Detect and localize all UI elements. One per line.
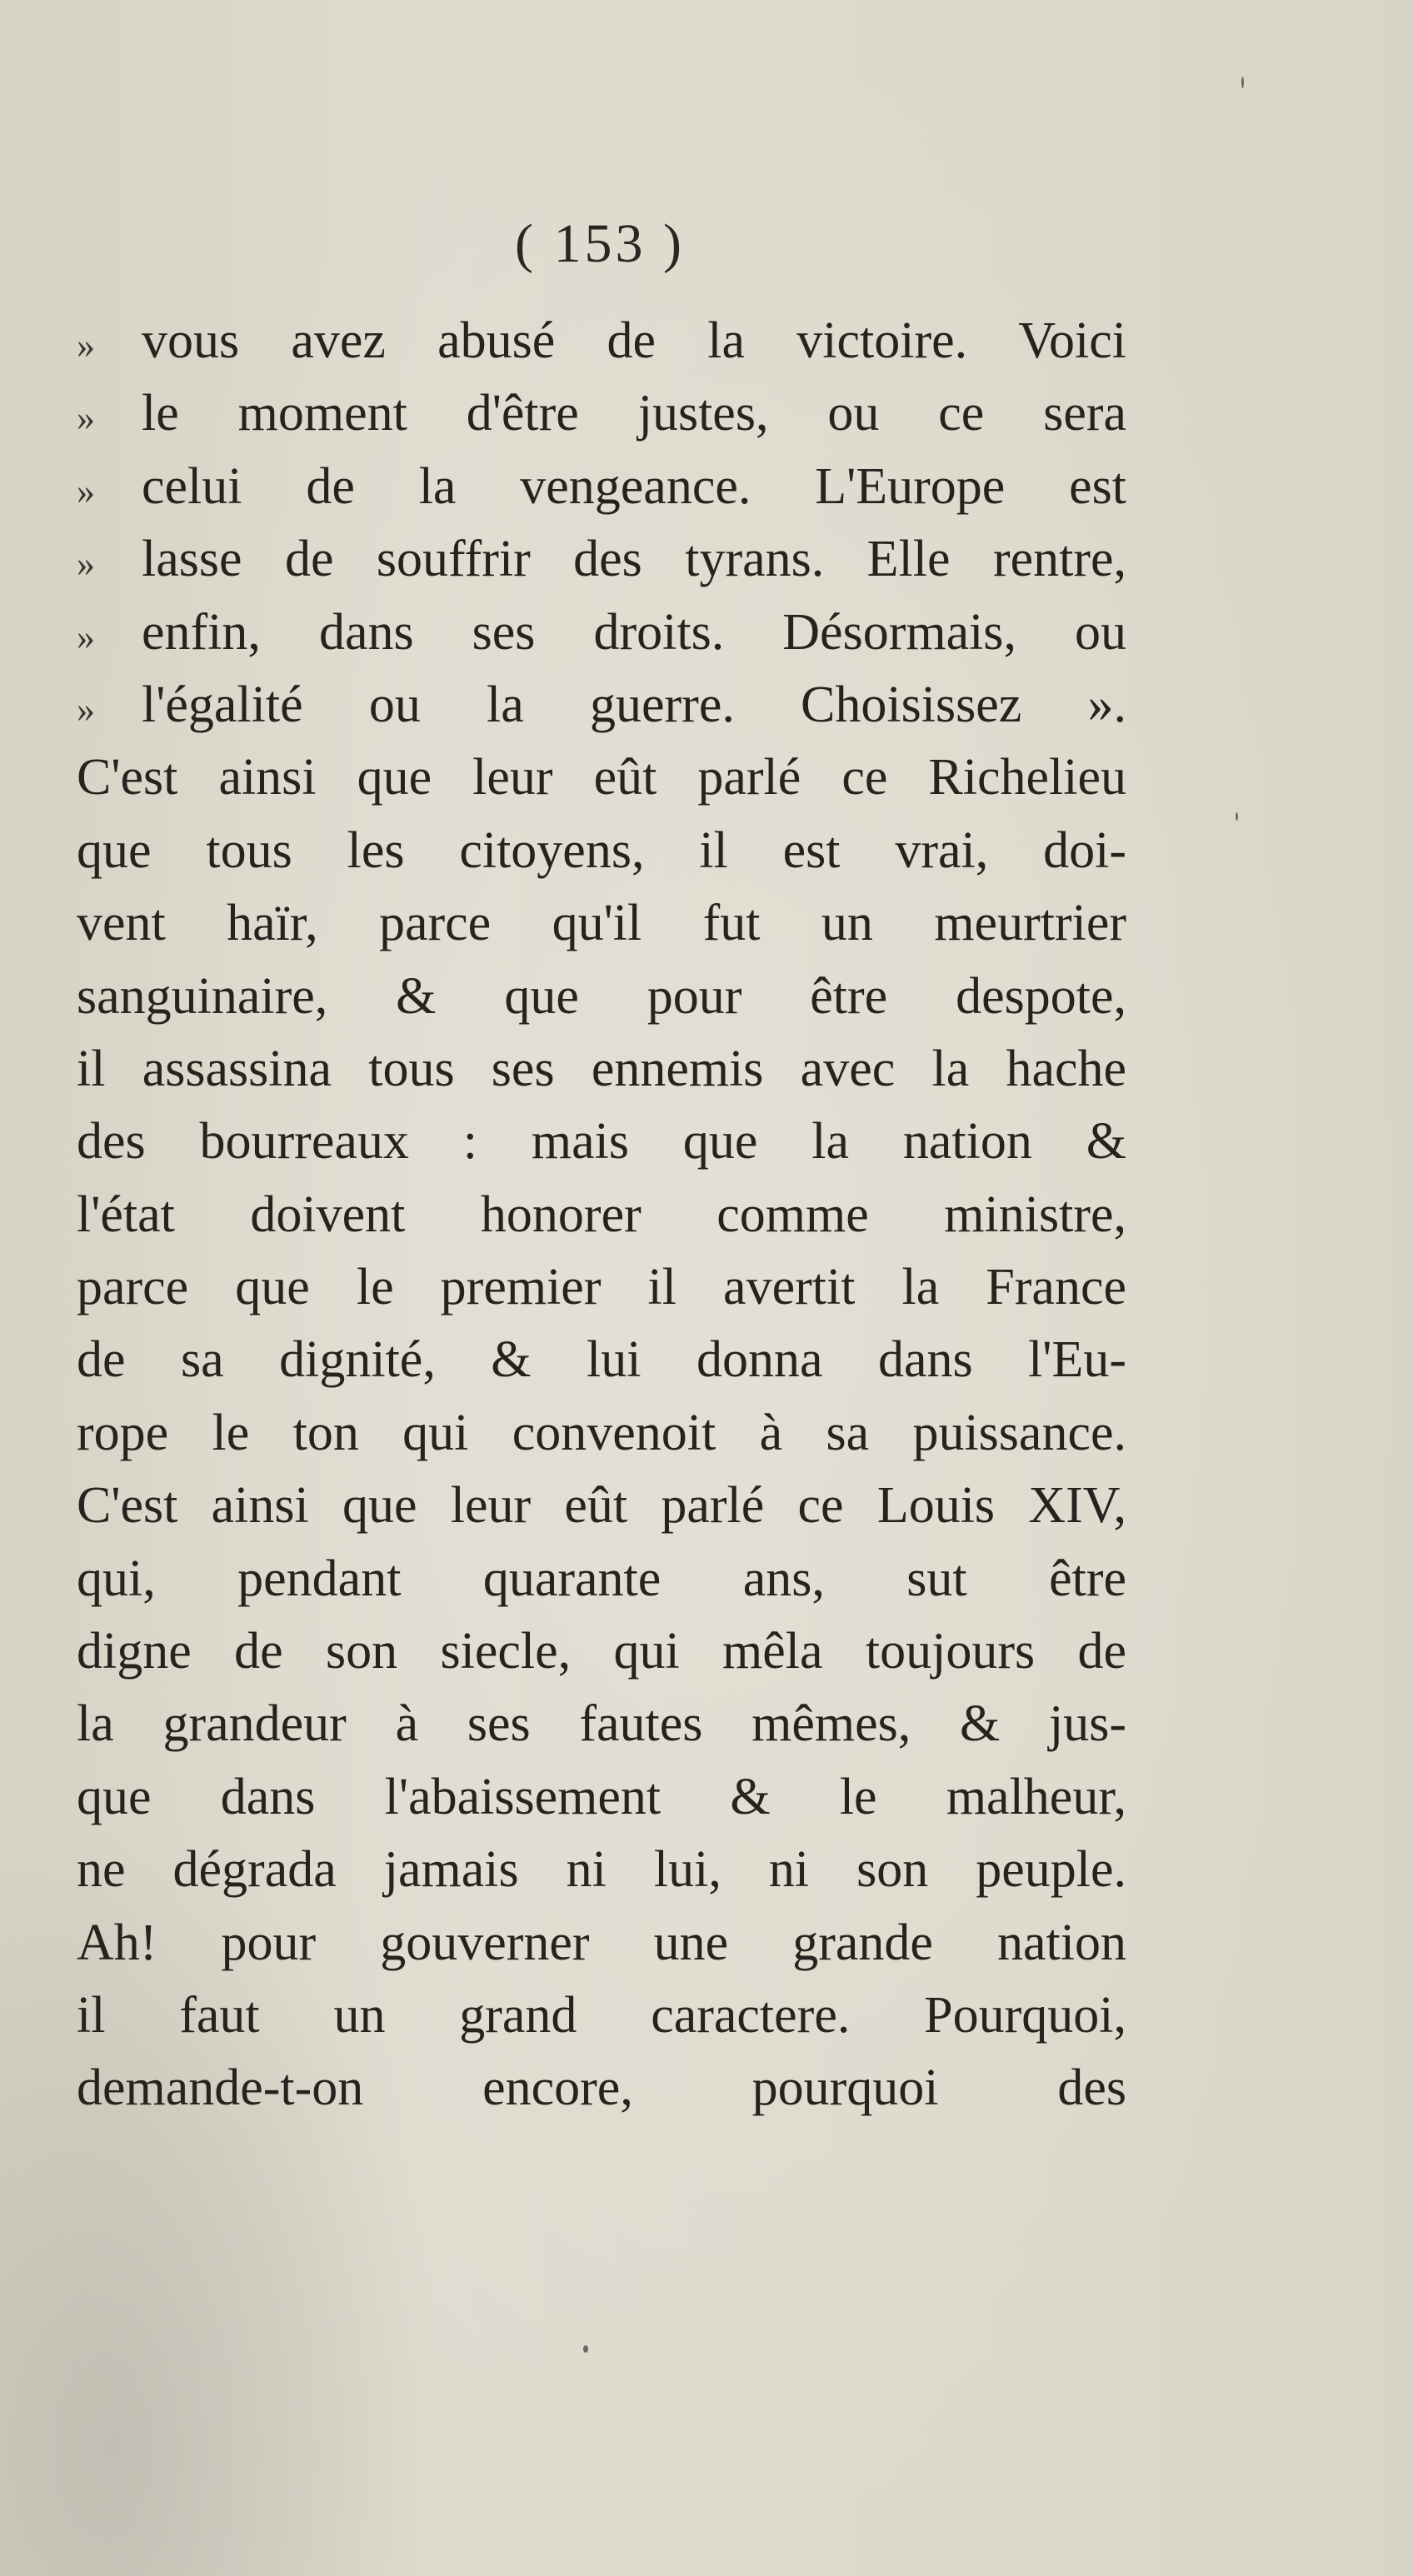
line-text: C'est ainsi que leur eût parlé ce Richelieu <box>77 749 1126 806</box>
line-text: sanguinaire, & que pour être despote, <box>77 967 1126 1025</box>
line-text: ne dégrada jamais ni lui, ni son peuple. <box>77 1841 1126 1899</box>
line-text: des bourreaux : mais que la nation & <box>77 1113 1126 1171</box>
text-line <box>77 1834 1126 1906</box>
text-line <box>77 1397 1126 1470</box>
page-number: ( 153 ) <box>515 213 685 274</box>
text-line <box>77 1979 1126 2052</box>
text-line <box>77 1907 1126 1979</box>
body-text <box>77 305 1126 2125</box>
line-text: vent haïr, parce qu'il fut un meurtrier <box>77 895 1126 952</box>
line-text: C'est ainsi que leur eût parlé ce Louis XIV, <box>77 1477 1126 1535</box>
text-line <box>77 1615 1126 1688</box>
line-text: que tous les citoyens, il est vrai, doi- <box>77 821 1126 879</box>
quote-mark: » <box>77 688 95 730</box>
text-line <box>77 815 1126 887</box>
quote-mark: » <box>77 470 95 512</box>
text-line <box>77 887 1126 960</box>
line-text: que dans l'abaissement & le malheur, <box>77 1768 1126 1825</box>
line-text: celui de la vengeance. L'Europe est <box>142 457 1126 515</box>
line-text: il assassina tous ses ennemis avec la hache <box>77 1040 1126 1097</box>
line-text: rope le ton qui convenoit à sa puissance. <box>77 1404 1126 1461</box>
quote-mark: » <box>77 325 95 366</box>
line-text: digne de son siecle, qui mêla toujours de <box>77 1623 1126 1680</box>
line-text: qui, pendant quarante ans, sut être <box>77 1550 1126 1607</box>
text-line <box>77 1106 1126 1178</box>
quote-mark: » <box>77 616 95 657</box>
line-text: parce que le premier il avertit la France <box>77 1259 1126 1316</box>
text-line <box>77 961 1126 1033</box>
line-text: de sa dignité, & lui donna dans l'Eu- <box>77 1331 1126 1389</box>
paper-speck <box>583 2345 588 2353</box>
text-line <box>77 305 1126 377</box>
quote-mark: » <box>77 397 95 439</box>
line-text: la grandeur à ses fautes mêmes, & jus- <box>77 1695 1126 1753</box>
quote-mark: » <box>77 543 95 585</box>
text-line <box>77 597 1126 669</box>
text-line <box>77 2052 1126 2124</box>
text-line <box>77 1251 1126 1324</box>
line-text: demande-t-on encore, pourquoi des <box>77 2059 1126 2117</box>
line-text: l'égalité ou la guerre. Choisissez ». <box>142 676 1126 733</box>
text-line <box>77 1470 1126 1542</box>
paper-speck <box>1241 77 1244 88</box>
line-text: Ah! pour gouverner une grande nation <box>77 1914 1126 1971</box>
text-line <box>77 1179 1126 1251</box>
text-line <box>77 741 1126 814</box>
line-text: vous avez abusé de la victoire. Voici <box>142 312 1126 369</box>
line-text: enfin, dans ses droits. Désormais, ou <box>142 603 1126 661</box>
line-text: l'état doivent honorer comme ministre, <box>77 1186 1126 1243</box>
text-line <box>77 1033 1126 1106</box>
text-line <box>77 1543 1126 1615</box>
text-line <box>77 1761 1126 1834</box>
line-text: il faut un grand caractere. Pourquoi, <box>77 1986 1126 2044</box>
text-line <box>77 1324 1126 1396</box>
text-line <box>77 523 1126 596</box>
text-line <box>77 1688 1126 1760</box>
line-text: lasse de souffrir des tyrans. Elle rentre, <box>142 531 1126 588</box>
line-text: le moment d'être justes, ou ce sera <box>142 385 1126 442</box>
paper-speck <box>1236 812 1238 821</box>
text-line <box>77 377 1126 450</box>
text-line <box>77 451 1126 523</box>
text-line <box>77 669 1126 741</box>
